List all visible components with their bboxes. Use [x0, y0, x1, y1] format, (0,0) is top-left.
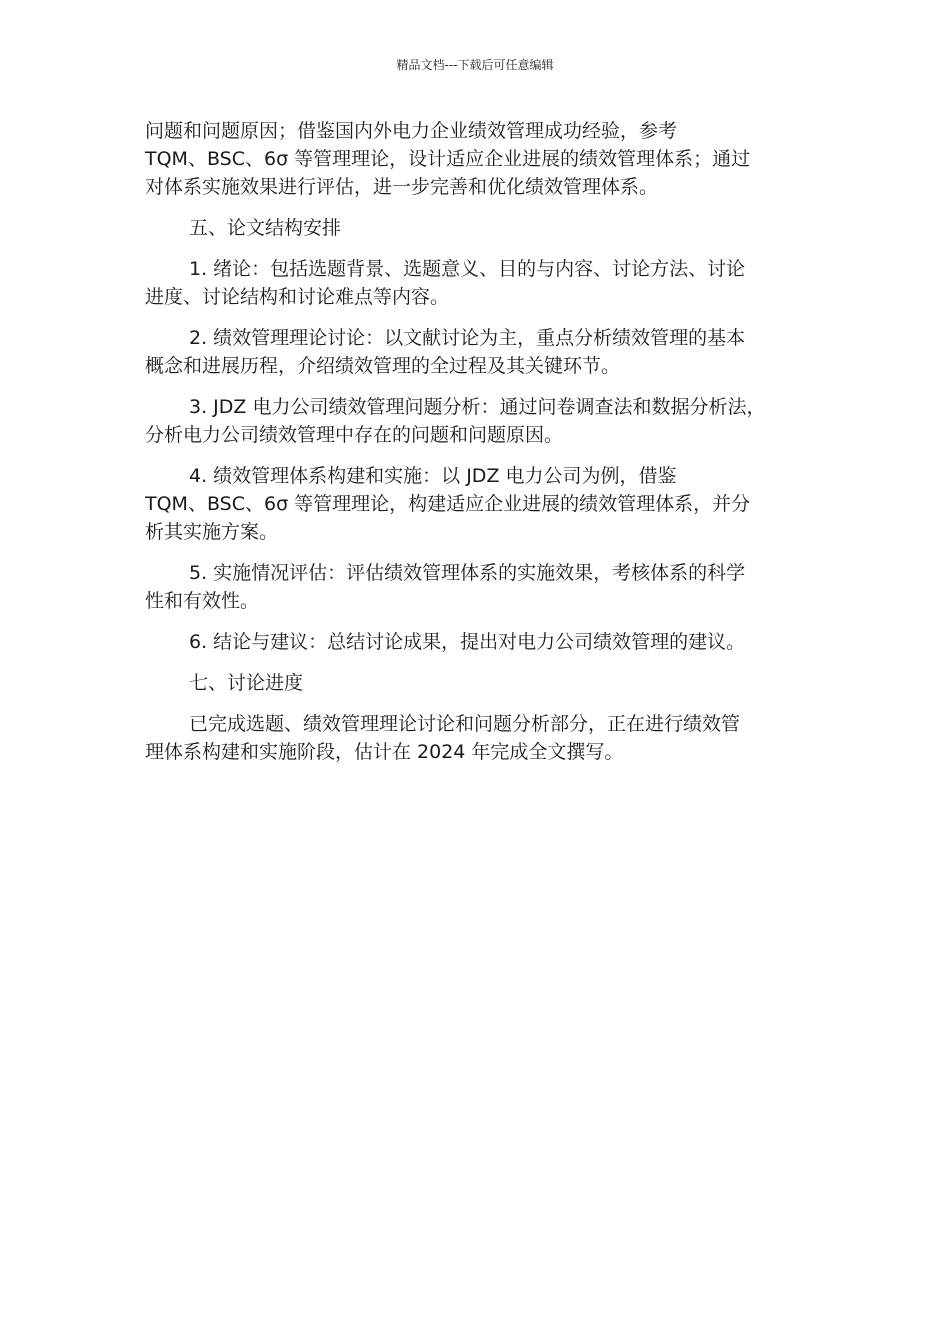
list-item-theory — [145, 324, 807, 380]
heading-line: 七、讨论进度 — [189, 672, 304, 694]
text-line: 进度、讨论结构和讨论难点等内容。 — [145, 286, 450, 308]
text-line: 概念和进展历程，介绍绩效管理的全过程及其关键环节。 — [145, 355, 621, 377]
list-item-conclusion — [145, 628, 807, 656]
text-line: 5. 实施情况评估：评估绩效管理体系的实施效果，考核体系的科学 — [189, 562, 746, 584]
text-line: 2. 绩效管理理论讨论：以文献讨论为主，重点分析绩效管理的基本 — [189, 327, 746, 349]
list-item-system-construction — [145, 462, 807, 546]
text-line: 4. 绩效管理体系构建和实施：以 JDZ 电力公司为例，借鉴 — [189, 465, 677, 487]
text-line: 6. 结论与建议：总结讨论成果，提出对电力公司绩效管理的建议。 — [189, 631, 746, 653]
document-body — [145, 117, 807, 779]
heading-line: 五、论文结构安排 — [189, 217, 342, 239]
text-line: 对体系实施效果进行评估，进一步完善和优化绩效管理体系。 — [145, 176, 659, 198]
list-item-introduction — [145, 255, 807, 311]
paragraph-method-summary — [145, 117, 807, 201]
page-header: 精品文档---下载后可任意编辑 — [396, 58, 554, 72]
text-line: TQM、BSC、6σ 等管理理论，设计适应企业进展的绩效管理体系；通过 — [145, 148, 751, 170]
text-line: 性和有效性。 — [145, 590, 260, 612]
text-line: 分析电力公司绩效管理中存在的问题和问题原因。 — [145, 424, 564, 446]
text-line: 1. 绪论：包括选题背景、选题意义、目的与内容、讨论方法、讨论 — [189, 258, 746, 280]
text-line: 已完成选题、绩效管理理论讨论和问题分析部分，正在进行绩效管 — [189, 713, 741, 735]
text-line: 问题和问题原因；借鉴国内外电力企业绩效管理成功经验，参考 — [145, 120, 678, 142]
paragraph-progress — [145, 710, 807, 766]
text-line: 3. JDZ 电力公司绩效管理问题分析：通过问卷调查法和数据分析法， — [189, 396, 766, 418]
list-item-problem-analysis — [145, 393, 807, 449]
text-line: 析其实施方案。 — [145, 521, 279, 543]
list-item-evaluation — [145, 559, 807, 615]
section-heading-progress — [145, 669, 807, 697]
text-line: TQM、BSC、6σ 等管理理论，构建适应企业进展的绩效管理体系，并分 — [145, 493, 751, 515]
text-line: 理体系构建和实施阶段，估计在 2024 年完成全文撰写。 — [145, 741, 624, 763]
section-heading-structure — [145, 214, 807, 242]
